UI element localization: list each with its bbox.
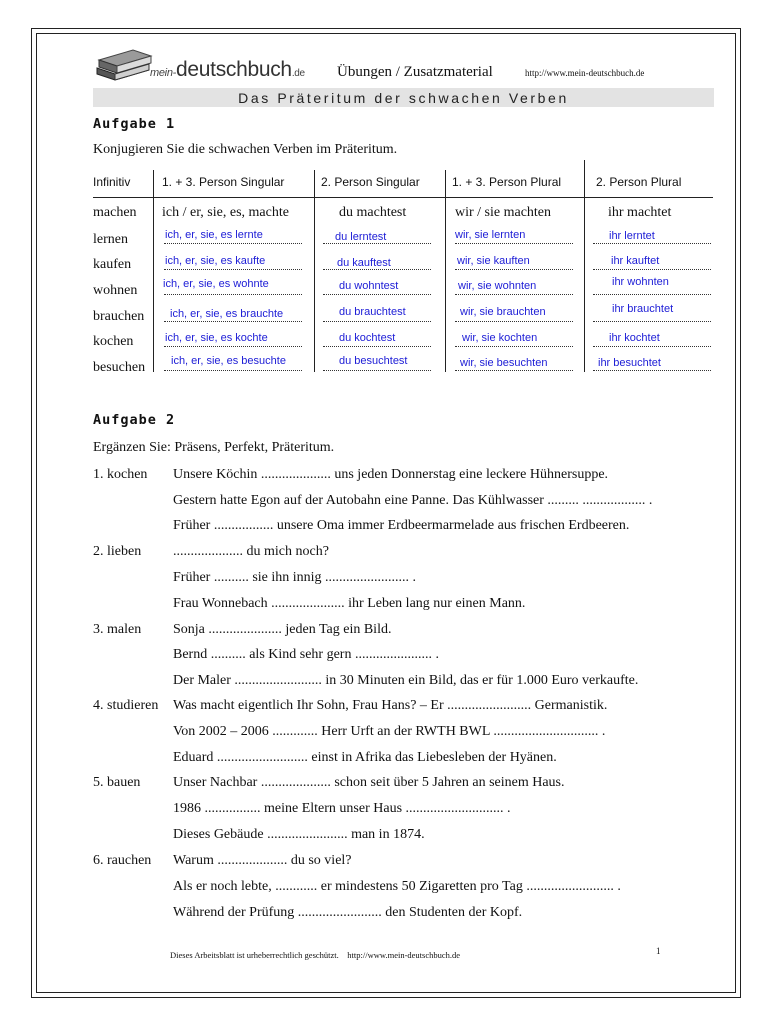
exercise-label: 4. studieren	[93, 698, 159, 713]
answer-cell: wir, sie kochten	[462, 332, 538, 344]
answer-cell: du lerntest	[335, 231, 387, 243]
example-pl2: ihr machtet	[608, 205, 672, 220]
page-header	[95, 44, 715, 84]
answer-cell: wir, sie kauften	[457, 255, 530, 267]
answer-cell: ich, er, sie, es besuchte	[171, 355, 286, 367]
answer-cell: ihr kauftet	[611, 255, 660, 267]
col-header-sg13: 1. + 3. Person Singular	[162, 175, 285, 189]
answer-cell: ich, er, sie, es wohnte	[163, 278, 269, 290]
table-row-verb: kochen	[93, 334, 134, 349]
answer-cell: ihr besuchtet	[598, 357, 661, 369]
example-verb: machen	[93, 205, 137, 220]
conjugation-table	[93, 160, 713, 375]
answer-cell: ihr brauchtet	[612, 303, 674, 315]
table-row-verb: lernen	[93, 232, 128, 247]
answer-cell: du besuchtest	[339, 355, 408, 367]
exercise-line: Warum .................... du so viel?	[173, 853, 352, 868]
answer-cell: ihr lerntet	[609, 230, 655, 242]
task2-heading: Aufgabe 2	[93, 412, 176, 428]
answer-cell: du kochtest	[339, 332, 396, 344]
exercise-label: 2. lieben	[93, 544, 142, 559]
exercise-line: Sonja ..................... jeden Tag ein Bild.	[173, 622, 392, 637]
task2-instruction: Ergänzen Sie: Präsens, Perfekt, Präteritum.	[93, 440, 335, 455]
exercise-line: Unsere Köchin .................... uns jeden Donnerstag eine leckere Hühnersuppe.	[173, 467, 609, 482]
footer-url: http://www.mein-deutschbuch.de	[347, 950, 461, 960]
worksheet-title-band	[93, 88, 714, 107]
exercise-line: Dieses Gebäude ....................... man in 1874.	[173, 827, 425, 842]
answer-cell: ich, er, sie, es lernte	[165, 229, 263, 241]
exercise-line: Früher ................. unsere Oma immer Erdbeermarmelade aus frischen Erdbeeren.	[173, 518, 630, 533]
page-number: 1	[656, 946, 661, 956]
exercise-label: 6. rauchen	[93, 853, 152, 868]
col-header-sg2: 2. Person Singular	[321, 175, 420, 189]
site-logo-text: mein-deutschbuch.de	[150, 58, 305, 81]
exercise-line: Was macht eigentlich Ihr Sohn, Frau Hans? – Er ........................ Germanistik.	[173, 698, 608, 713]
exercise-line: Der Maler ......................... in 30 Minuten ein Bild, das er für 1.000 Euro verkaufte.	[173, 673, 639, 688]
answer-cell: ich, er, sie, es kochte	[165, 332, 268, 344]
col-header-pl13: 1. + 3. Person Plural	[452, 175, 562, 189]
exercise-label: 5. bauen	[93, 775, 141, 790]
answer-cell: ihr kochtet	[609, 332, 660, 344]
worksheet-title: Das Präteritum der schwachen Verben	[238, 90, 569, 106]
exercise-line: Von 2002 – 2006 ............. Herr Urft an der RWTH BWL .............................. .	[173, 724, 606, 739]
task1-heading: Aufgabe 1	[93, 116, 176, 132]
exercise-line: .................... du mich noch?	[173, 544, 329, 559]
exercise-line: Frau Wonnebach ..................... ihr Leben lang nur einen Mann.	[173, 596, 526, 611]
answer-cell: wir, sie wohnten	[458, 280, 537, 292]
answer-cell: ich, er, sie, es kaufte	[165, 255, 266, 267]
answer-cell: du kauftest	[337, 257, 391, 269]
example-sg2: du machtest	[339, 205, 407, 220]
section-title: Übungen / Zusatzmaterial	[337, 64, 493, 80]
answer-cell: wir, sie besuchten	[460, 357, 548, 369]
col-header-infinitiv: Infinitiv	[93, 175, 131, 189]
example-pl13: wir / sie machten	[455, 205, 552, 220]
answer-cell: wir, sie brauchten	[460, 306, 546, 318]
answer-cell: ihr wohnten	[612, 276, 669, 288]
exercise-line: Unser Nachbar .................... schon seit über 5 Jahren an seinem Haus.	[173, 775, 565, 790]
exercise-line: Bernd .......... als Kind sehr gern ...................... .	[173, 647, 439, 662]
books-logo-icon	[95, 46, 153, 82]
footer-note: Dieses Arbeitsblatt ist urheberrechtlich geschützt. http://www.mein-deutschbuch.de	[170, 950, 461, 960]
example-sg13: ich / er, sie, es, machte	[162, 205, 289, 220]
exercise-line: Eduard .......................... einst in Afrika das Liebesleben der Hyänen.	[173, 750, 557, 765]
answer-cell: du brauchtest	[339, 306, 406, 318]
exercise-line: Früher .......... sie ihn innig ........................ .	[173, 570, 417, 585]
table-row-verb: besuchen	[93, 360, 146, 375]
answer-cell: ich, er, sie, es brauchte	[170, 308, 284, 320]
task1-instruction: Konjugieren Sie die schwachen Verben im Präteritum.	[93, 142, 398, 157]
col-header-pl2: 2. Person Plural	[596, 175, 682, 189]
exercise-label: 3. malen	[93, 622, 142, 637]
exercise-label: 1. kochen	[93, 467, 148, 482]
table-row-verb: wohnen	[93, 283, 138, 298]
exercise-line: 1986 ................ meine Eltern unser Haus ............................ .	[173, 801, 511, 816]
exercise-line: Als er noch lebte, ............ er mindestens 50 Zigaretten pro Tag ......................... .	[173, 879, 621, 894]
table-row-verb: kaufen	[93, 257, 132, 272]
table-row-verb: brauchen	[93, 309, 145, 324]
answer-cell: du wohntest	[339, 280, 399, 292]
answer-cell: wir, sie lernten	[455, 229, 526, 241]
exercise-line: Gestern hatte Egon auf der Autobahn eine Panne. Das Kühlwasser ......... .................. .	[173, 493, 653, 508]
header-url: http://www.mein-deutschbuch.de	[525, 68, 645, 78]
exercise-line: Während der Prüfung ........................ den Studenten der Kopf.	[173, 905, 523, 920]
